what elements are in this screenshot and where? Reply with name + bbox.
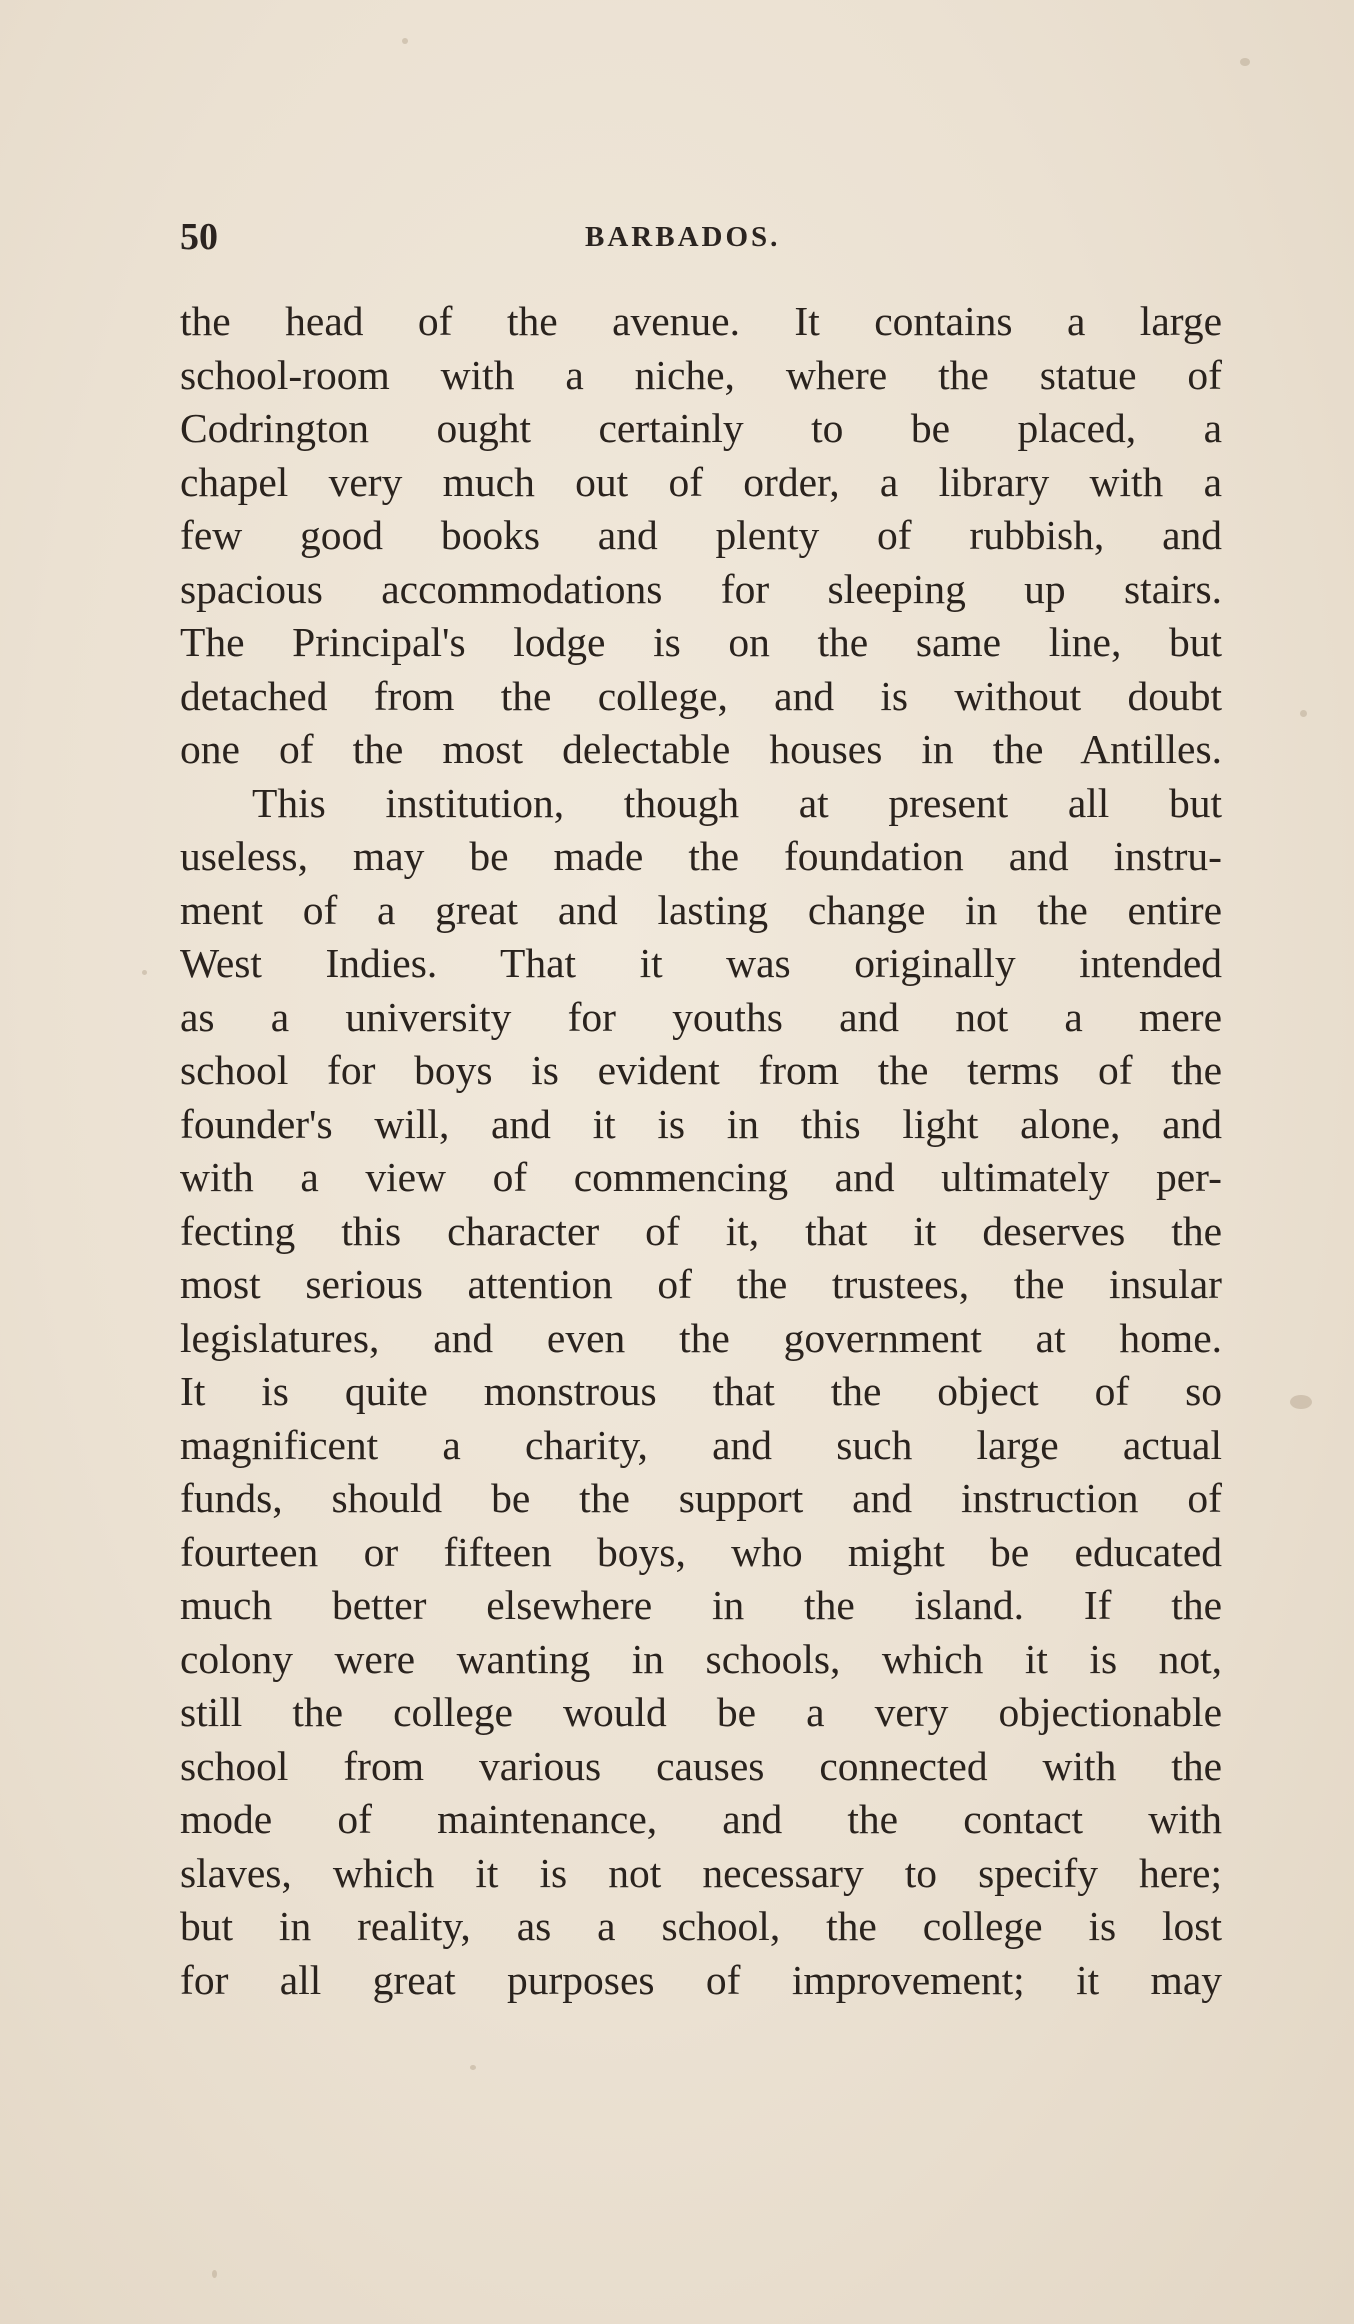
text-line: for all great purposes of improvement; it may [180, 1956, 1222, 2003]
text-line: few good books and plenty of rubbish, and [180, 512, 1222, 558]
text-line: fecting this character of it, that it deserves the [180, 1207, 1222, 1254]
text-line: West Indies. That it was originally intended [180, 940, 1222, 986]
text-line: as a university for youths and not a mere [180, 993, 1222, 1040]
text-line: fourteen or fifteen boys, who might be educated [180, 1528, 1222, 1575]
body-text [180, 295, 1222, 2007]
paper-speck [1290, 1395, 1312, 1409]
text-line: founder's will, and it is in this light alone, and [180, 1100, 1222, 1147]
text-line: one of the most delectable houses in the Antilles. [180, 726, 1222, 772]
text-line: chapel very much out of order, a library with a [180, 458, 1222, 505]
text-line: still the college would be a very objectionable [180, 1689, 1222, 1735]
text-line: legislatures, and even the government at home. [180, 1314, 1222, 1361]
text-line: but in reality, as a school, the college is lost [180, 1903, 1222, 1949]
text-line: magnificent a charity, and such large actual [180, 1421, 1222, 1468]
text-line: ment of a great and lasting change in the entire [180, 886, 1222, 933]
text-line: much better elsewhere in the island. If the [180, 1582, 1222, 1628]
text-line: spacious accommodations for sleeping up stairs. [180, 565, 1222, 612]
page-number: 50 [180, 216, 218, 258]
text-line: school for boys is evident from the terms of the [180, 1047, 1222, 1093]
text-line: detached from the college, and is without doubt [180, 672, 1222, 719]
text-line: Codrington ought certainly to be placed, a [180, 405, 1222, 451]
paper-speck [1300, 710, 1307, 717]
text-line: useless, may be made the foundation and instru- [180, 833, 1222, 879]
paper-speck [142, 970, 147, 975]
running-head: BARBADOS. [585, 221, 781, 253]
paper-speck [402, 38, 408, 44]
text-line: It is quite monstrous that the object of so [180, 1368, 1222, 1414]
text-line: with a view of commencing and ultimately per- [180, 1154, 1222, 1200]
paper-speck [212, 2270, 217, 2278]
text-line: This institution, though at present all but [252, 779, 1222, 826]
text-line: colony were wanting in schools, which it is not, [180, 1635, 1222, 1682]
text-line: funds, should be the support and instruction of [180, 1475, 1222, 1521]
text-line: school from various causes connected with the [180, 1742, 1222, 1789]
text-line: school-room with a niche, where the statue of [180, 351, 1222, 398]
page-header [180, 215, 1220, 265]
text-line: slaves, which it is not necessary to specify here; [180, 1849, 1222, 1896]
paragraph-2 [180, 777, 1222, 2008]
text-line: the head of the avenue. It contains a large [180, 298, 1222, 344]
paragraph-1 [180, 295, 1222, 777]
paper-speck [470, 2065, 476, 2070]
text-line: most serious attention of the trustees, the insular [180, 1261, 1222, 1307]
paper-speck [1240, 58, 1250, 66]
text-line: The Principal's lodge is on the same line, but [180, 619, 1222, 665]
text-line: mode of maintenance, and the contact with [180, 1796, 1222, 1842]
